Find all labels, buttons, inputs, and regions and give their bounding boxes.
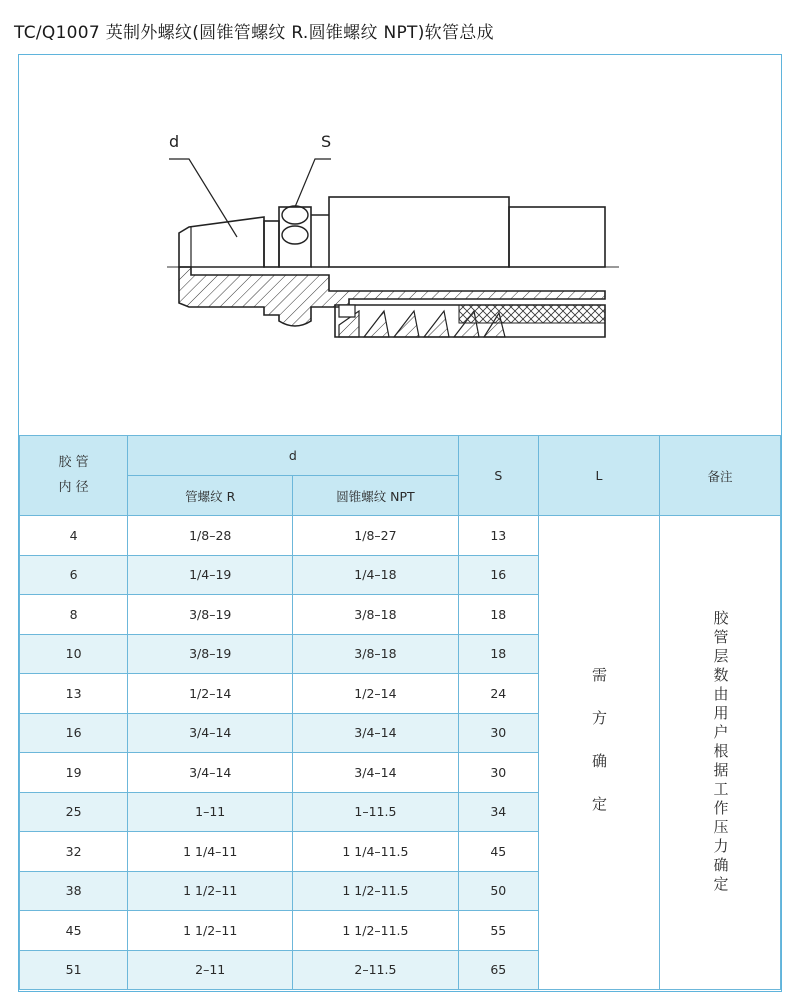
cell-pipe-thread: 1/2–14 (128, 674, 293, 714)
cell-npt-thread: 3/8–18 (293, 595, 458, 635)
header-l: L (538, 436, 659, 516)
cell-npt-thread: 1–11.5 (293, 792, 458, 832)
header-pipe-thread: 管螺纹 R (128, 476, 293, 516)
cell-s: 30 (458, 713, 538, 753)
label-d: d (169, 132, 180, 151)
cell-hose-id: 8 (20, 595, 128, 635)
cell-npt-thread: 2–11.5 (293, 950, 458, 990)
cell-pipe-thread: 3/8–19 (128, 634, 293, 674)
header-note: 备注 (659, 436, 780, 516)
cell-l-value: 需方确定 (538, 516, 659, 990)
cell-pipe-thread: 1/8–28 (128, 516, 293, 556)
cell-hose-id: 6 (20, 555, 128, 595)
spec-table (19, 435, 781, 990)
hose (509, 207, 605, 267)
cell-npt-thread: 1 1/4–11.5 (293, 832, 458, 872)
cell-s: 30 (458, 753, 538, 793)
page-title: TC/Q1007 英制外螺纹(圆锥管螺纹 R.圆锥螺纹 NPT)软管总成 (14, 23, 494, 43)
cell-hose-id: 4 (20, 516, 128, 556)
cell-hose-id: 10 (20, 634, 128, 674)
cell-s: 18 (458, 634, 538, 674)
cell-npt-thread: 1/2–14 (293, 674, 458, 714)
cell-hose-id: 16 (20, 713, 128, 753)
cell-s: 55 (458, 911, 538, 951)
cell-hose-id: 25 (20, 792, 128, 832)
cell-hose-id: 32 (20, 832, 128, 872)
cell-pipe-thread: 1 1/4–11 (128, 832, 293, 872)
cell-s: 24 (458, 674, 538, 714)
cell-npt-thread: 3/8–18 (293, 634, 458, 674)
cell-s: 34 (458, 792, 538, 832)
cell-note-value: 胶管层数由用户根据工作压力确定 (659, 516, 780, 990)
cell-hose-id: 45 (20, 911, 128, 951)
hose-assembly-drawing (19, 55, 781, 435)
header-hose-id: 胶 管 内 径 (20, 436, 128, 516)
cell-pipe-thread: 3/8–19 (128, 595, 293, 635)
cell-s: 16 (458, 555, 538, 595)
thread-cone (179, 217, 264, 267)
cell-pipe-thread: 3/4–14 (128, 753, 293, 793)
cell-pipe-thread: 1–11 (128, 792, 293, 832)
header-d: d (128, 436, 458, 476)
cell-s: 50 (458, 871, 538, 911)
cell-hose-id: 51 (20, 950, 128, 990)
leader-s (295, 159, 331, 207)
content-frame (18, 54, 782, 992)
label-s: S (321, 132, 332, 151)
cell-pipe-thread: 2–11 (128, 950, 293, 990)
cell-s: 13 (458, 516, 538, 556)
cell-pipe-thread: 1 1/2–11 (128, 871, 293, 911)
cell-pipe-thread: 3/4–14 (128, 713, 293, 753)
cell-s: 65 (458, 950, 538, 990)
cell-npt-thread: 1/8–27 (293, 516, 458, 556)
cell-npt-thread: 1 1/2–11.5 (293, 871, 458, 911)
ferrule (329, 197, 509, 267)
cell-npt-thread: 1 1/2–11.5 (293, 911, 458, 951)
header-s: S (458, 436, 538, 516)
neck (264, 221, 279, 267)
cell-hose-id: 19 (20, 753, 128, 793)
hose-section (459, 305, 605, 323)
cell-pipe-thread: 1 1/2–11 (128, 911, 293, 951)
cell-npt-thread: 3/4–14 (293, 713, 458, 753)
cell-hose-id: 13 (20, 674, 128, 714)
cell-npt-thread: 3/4–14 (293, 753, 458, 793)
header-npt-thread: 圆锥螺纹 NPT (293, 476, 458, 516)
cell-pipe-thread: 1/4–19 (128, 555, 293, 595)
table-row (20, 516, 781, 556)
hex-nut (279, 207, 311, 267)
cell-npt-thread: 1/4–18 (293, 555, 458, 595)
cell-s: 18 (458, 595, 538, 635)
cell-hose-id: 38 (20, 871, 128, 911)
cell-s: 45 (458, 832, 538, 872)
